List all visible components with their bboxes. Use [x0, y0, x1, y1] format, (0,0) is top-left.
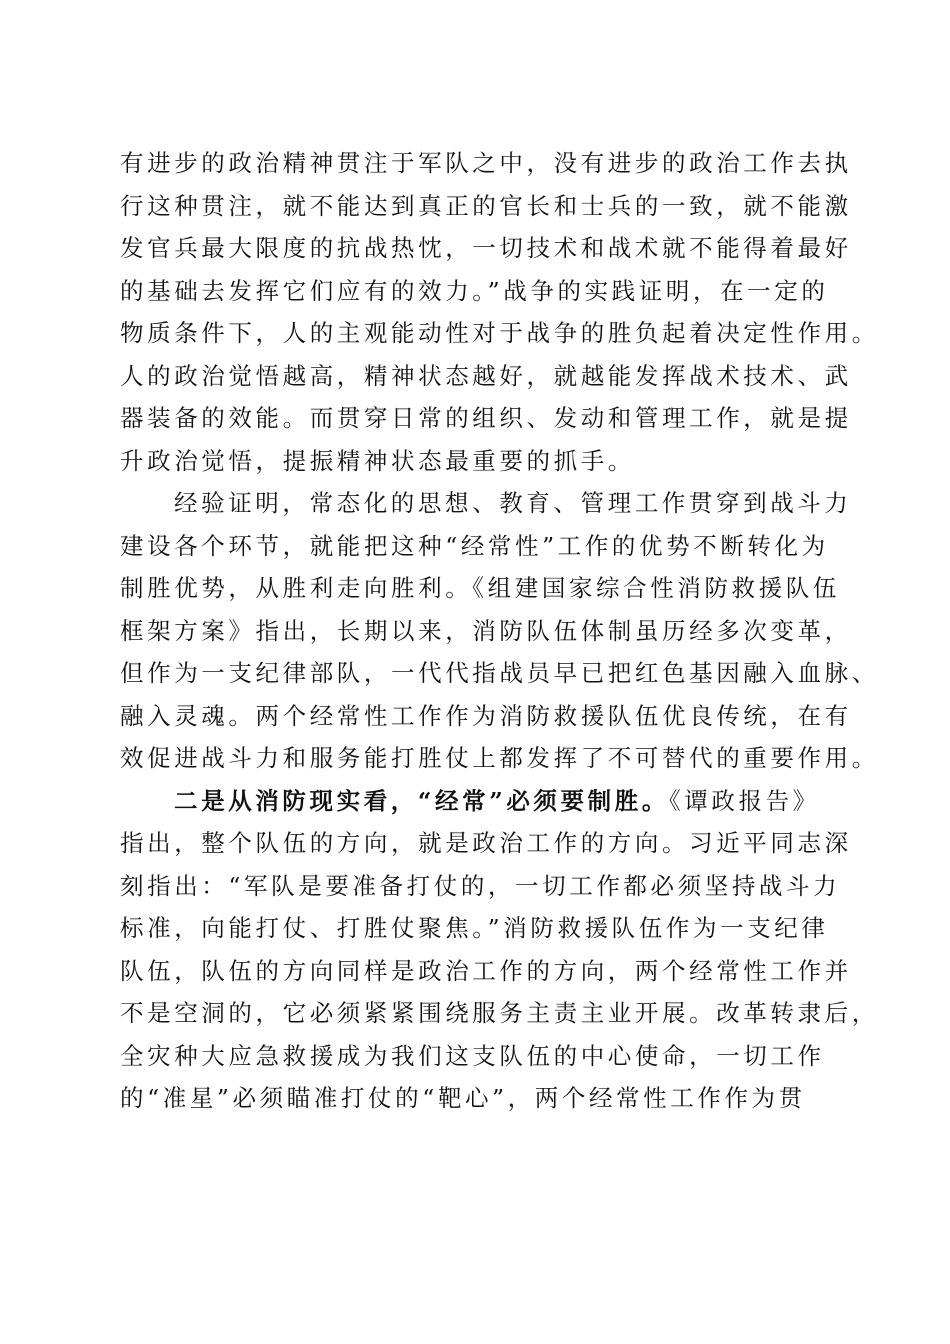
text-line: 升政治觉悟，提振精神状态最重要的抓手。: [120, 446, 635, 475]
text-line: 指出，整个队伍的方向，就是政治工作的方向。习近平同志深: [120, 829, 852, 857]
text-line: 物质条件下，人的主观能动性对于战争的胜负起着决定性作用。: [120, 319, 879, 347]
text-line: 队伍，队伍的方向同样是政治工作的方向，两个经常性工作并: [120, 956, 852, 985]
text-line: 人的政治觉悟越高，精神状态越好，就越能发挥战术技术、武: [120, 361, 852, 390]
text-line: 框架方案》指出，长期以来，消防队伍体制虽历经多次变革，: [120, 616, 852, 645]
text-line: 的基础去发挥它们应有的效力。”战争的实践证明，在一定的: [120, 276, 829, 305]
text-line: 经验证明，常态化的思想、教育、管理工作贯穿到战斗力: [174, 489, 852, 517]
text-line: 标准，向能打仗、打胜仗聚焦。”消防救援队伍作为一支纪律: [120, 914, 829, 942]
text-line: 发官兵最大限度的抗战热忱，一切技术和战术就不能得着最好: [120, 234, 852, 262]
text-line: 效促进战斗力和服务能打胜仗上都发挥了不可替代的重要作用。: [120, 744, 879, 772]
text-line: 制胜优势，从胜利走向胜利。《组建国家综合性消防救援队伍: [120, 574, 840, 602]
text-line: 融入灵魂。两个经常性工作作为消防救援队伍优良传统，在有: [120, 701, 852, 730]
text-line: 有进步的政治精神贯注于军队之中，没有进步的政治工作去执: [120, 149, 852, 177]
text-line: 器装备的效能。而贯穿日常的组织、发动和管理工作，就是提: [120, 404, 852, 432]
heading-continuation: 《谭政报告》: [668, 786, 820, 815]
text-line: 刻指出：“军队是要准备打仗的，一切工作都必须坚持战斗力: [120, 871, 841, 900]
text-line: 建设各个环节，就能把这种“经常性”工作的优势不断转化为: [120, 531, 829, 560]
text-line: 全灾种大应急救援成为我们这支队伍的中心使命，一切工作: [120, 1041, 825, 1070]
text-line: 的“准星”必须瞄准打仗的“靶心”，两个经常性工作作为贯: [120, 1084, 806, 1112]
text-line: 行这种贯注，就不能达到真正的官长和士兵的一致，就不能激: [120, 191, 852, 220]
paragraph-3: [120, 780, 879, 1120]
section-heading: 二是从消防现实看，“经常”必须要制胜。: [174, 786, 669, 815]
body-text: [120, 142, 879, 1120]
text-line: 不是空洞的，它必须紧紧围绕服务主责主业开展。改革转隶后，: [120, 999, 879, 1027]
text-line: 但作为一支纪律部队，一代代指战员早已把红色基因融入血脉、: [120, 659, 879, 687]
paragraph-1: [120, 142, 879, 482]
text-line: [120, 780, 850, 823]
paragraph-2: [120, 482, 879, 780]
